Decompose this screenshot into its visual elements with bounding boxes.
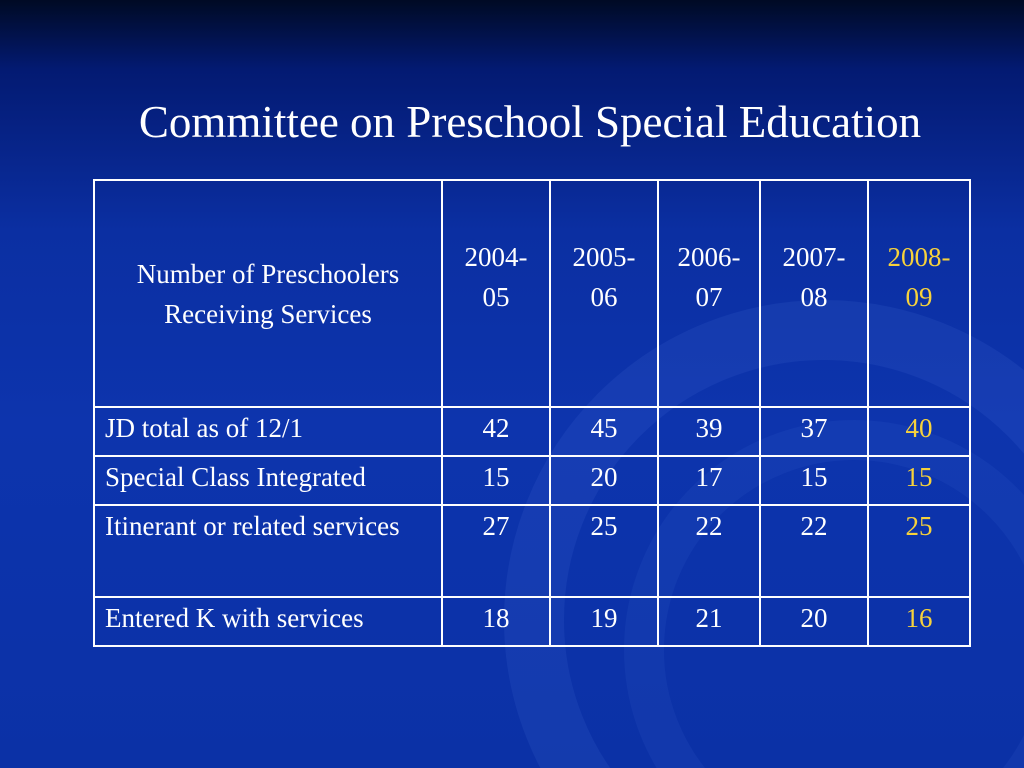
year-line1: 2008- — [887, 242, 951, 272]
cell-value: 18 — [442, 597, 550, 646]
cell-value-highlight: 16 — [868, 597, 970, 646]
cell-value-highlight: 40 — [868, 407, 970, 456]
row-label: Special Class Integrated — [94, 456, 442, 505]
header-label-cell: Number of Preschoolers Receiving Services — [94, 180, 442, 407]
cell-value: 22 — [658, 505, 760, 597]
header-year-2004-05 — [442, 180, 550, 407]
cell-value: 42 — [442, 407, 550, 456]
cell-value: 15 — [442, 456, 550, 505]
year-line2: 09 — [905, 282, 933, 312]
year-line2: 08 — [800, 282, 828, 312]
table-row — [94, 597, 970, 646]
cell-value-highlight: 25 — [868, 505, 970, 597]
cell-value: 37 — [760, 407, 868, 456]
cell-value: 20 — [550, 456, 658, 505]
year-line2: 05 — [482, 282, 510, 312]
header-year-2006-07 — [658, 180, 760, 407]
table-row — [94, 407, 970, 456]
cell-value: 21 — [658, 597, 760, 646]
row-label: Itinerant or related services — [94, 505, 442, 597]
cell-value: 25 — [550, 505, 658, 597]
row-label: Entered K with services — [94, 597, 442, 646]
slide-title: Committee on Preschool Special Education — [138, 97, 922, 147]
table-row — [94, 505, 970, 597]
header-year-2007-08 — [760, 180, 868, 407]
cell-value: 17 — [658, 456, 760, 505]
year-line1: 2007- — [782, 242, 846, 272]
cell-value: 15 — [760, 456, 868, 505]
year-line1: 2005- — [572, 242, 636, 272]
cell-value-highlight: 15 — [868, 456, 970, 505]
cell-value: 27 — [442, 505, 550, 597]
cell-value: 45 — [550, 407, 658, 456]
cell-value: 22 — [760, 505, 868, 597]
cell-value: 39 — [658, 407, 760, 456]
cell-value: 19 — [550, 597, 658, 646]
table-header-row — [94, 180, 970, 407]
year-line2: 06 — [590, 282, 618, 312]
table-row — [94, 456, 970, 505]
header-year-2005-06 — [550, 180, 658, 407]
year-line2: 07 — [695, 282, 723, 312]
year-line1: 2006- — [677, 242, 741, 272]
header-year-2008-09 — [868, 180, 970, 407]
year-line1: 2004- — [464, 242, 528, 272]
services-table — [93, 179, 971, 647]
row-label: JD total as of 12/1 — [94, 407, 442, 456]
cell-value: 20 — [760, 597, 868, 646]
